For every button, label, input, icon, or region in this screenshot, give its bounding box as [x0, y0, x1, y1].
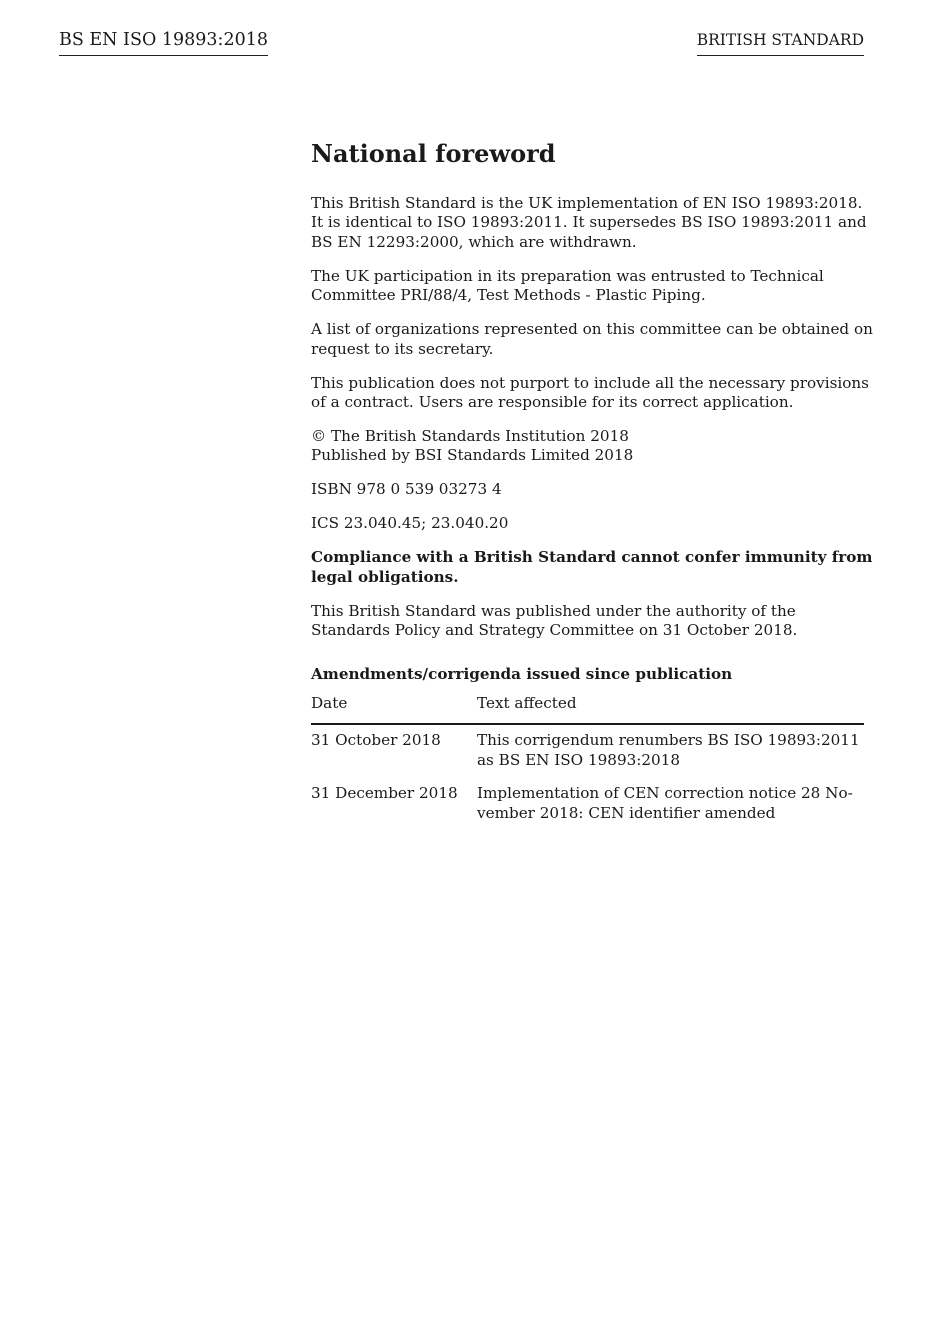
date-column-header: Date: [311, 694, 477, 724]
amendment-text-line: Implementation of CEN correction notice 28 No-: [477, 784, 853, 803]
table-row: [311, 778, 864, 831]
amendment-text-line: This corrigendum renumbers BS ISO 19893:2011: [477, 731, 860, 750]
organizations-line-2: request to its secretary.: [311, 339, 494, 358]
ics-codes: ICS 23.040.45; 23.040.20: [311, 514, 509, 533]
table-header-row: [311, 694, 864, 724]
disclaimer-paragraph: [311, 373, 869, 413]
foreword-section: [311, 138, 873, 831]
copyright-line: © The British Standards Institution 2018: [311, 427, 629, 446]
disclaimer-line-1: This publication does not purport to include all the necessary provisions: [311, 373, 869, 392]
participation-paragraph: [311, 267, 864, 306]
compliance-line-2: legal obligations.: [311, 567, 459, 586]
table-row: [311, 724, 864, 778]
participation-line-1: The UK participation in its preparation was entrusted to Technical: [311, 266, 824, 285]
amendment-text-line: vember 2018: CEN identifier amended: [477, 803, 776, 822]
isbn: ISBN 978 0 539 03273 4: [311, 480, 502, 499]
organizations-line-1: A list of organizations represented on this committee can be obtained on: [311, 320, 873, 339]
authority-line-2: Standards Policy and Strategy Committee on 31 October 2018.: [311, 621, 798, 640]
compliance-line-1: Compliance with a British Standard cannot confer immunity from: [311, 548, 873, 567]
amendments-title: Amendments/corrigenda issued since publication: [311, 664, 733, 683]
implementation-line-3: BS EN 12293:2000, which are withdrawn.: [311, 232, 637, 251]
authority-line-1: This British Standard was published under the authority of the: [311, 601, 796, 620]
amendment-text-line: as BS EN ISO 19893:2018: [477, 750, 681, 769]
participation-line-2: Committee PRI/88/4, Test Methods - Plastic Piping.: [311, 286, 706, 305]
amendment-text: [477, 724, 864, 778]
amendments-table: [311, 694, 864, 831]
disclaimer-line-2: of a contract. Users are responsible for its correct application.: [311, 393, 794, 412]
amendment-date: 31 October 2018: [311, 731, 441, 750]
implementation-paragraph: [311, 194, 867, 252]
implementation-line-1: This British Standard is the UK implementation of EN ISO 19893:2018.: [311, 194, 863, 212]
authority-paragraph: [311, 602, 864, 641]
copyright-paragraph: [311, 427, 864, 466]
implementation-line-2: It is identical to ISO 19893:2011. It supersedes BS ISO 19893:2011 and: [311, 213, 867, 232]
page-title: National foreword: [311, 139, 556, 168]
organizations-paragraph: [311, 320, 873, 359]
document-category: BRITISH STANDARD: [697, 31, 864, 56]
amendment-text: [477, 778, 864, 831]
document-id: BS EN ISO 19893:2018: [59, 30, 268, 56]
amendment-date: 31 December 2018: [311, 784, 458, 803]
publisher-line: Published by BSI Standards Limited 2018: [311, 446, 634, 465]
text-affected-column-header: Text affected: [477, 694, 864, 724]
compliance-notice: [311, 548, 873, 587]
